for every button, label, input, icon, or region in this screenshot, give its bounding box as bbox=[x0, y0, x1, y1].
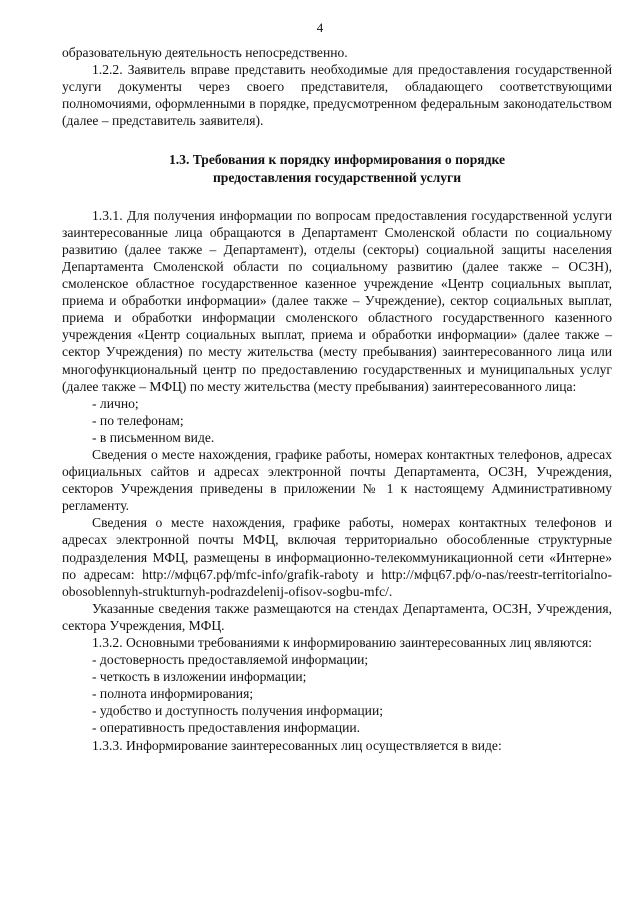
list-item: - лично; bbox=[92, 395, 139, 411]
section-heading-line-1: 1.3. Требования к порядку информирования о порядке bbox=[168, 152, 506, 168]
paragraph-1-3-2: 1.3.2. Основными требованиями к информированию заинтересованных лиц являются: bbox=[92, 635, 593, 650]
paragraph-1-3-1: 1.3.1. Для получения информации по вопросам предоставления государственной услуги заинтересованные лица обращаются в Департамент Смоленской области по социальному развитию (далее также – Департамент), отделы (секторы) социальной защиты населения Департамента Смоленской области по социальному развитию (далее также – ОСЗН), смоленское областное государственное казенное учреждение «Центр социальных выплат, приема и обработки информации» (далее также – Учреждение), сектор социальных выплат, приема и обработки информации смоленского областного государственного казенного учреждения «Центр социальных выплат, приема и обработки информации» (далее также – сектор Учреждения) по месту жительства (месту пребывания) заинтересованного лица или многофункциональный центр по предоставлению государственных и муниципальных услуг (далее также – МФЦ) по месту жительства (месту пребывания) заинтересованного лица: bbox=[62, 207, 612, 394]
paragraph-1-3-3: 1.3.3. Информирование заинтересованных лиц осуществляется в виде: bbox=[92, 737, 502, 753]
list-item: - по телефонам; bbox=[92, 412, 184, 428]
paragraph-info-mfc: Сведения о месте нахождения, графике работы, номерах контактных телефонов и адресах электронной почты МФЦ, включая территориально обособленные структурные подразделения МФЦ, размещены в информационно-телекоммуникационной сети «Интерне» по адресам: http://мфц67.рф/mfc-info/grafik-raboty и http://мфц67.рф/o-nas/reestr-territorialno-obosoblennyh-strukturnyh-podrazdelenij-ofisov-sogbu-mfc/. bbox=[62, 515, 612, 599]
list-item: - удобство и доступность получения информации; bbox=[92, 703, 383, 719]
list-item: - достоверность предоставляемой информации; bbox=[92, 652, 369, 668]
section-heading-line-2: предоставления государственной услуги bbox=[212, 169, 462, 185]
paragraph-info-offices: Сведения о месте нахождения, графике работы, номерах контактных телефонов, адресах официальных сайтов и адресах электронной почты Департамента, ОСЗН, Учреждения, секторов Учреждения приведены в приложении № 1 к настоящему Административному регламенту. bbox=[62, 446, 612, 514]
paragraph-continuation: образовательную деятельность непосредственно. bbox=[62, 45, 348, 60]
contact-ways-list bbox=[62, 395, 612, 446]
list-item: - четкость в изложении информации; bbox=[92, 669, 307, 685]
section-heading bbox=[62, 151, 612, 185]
paragraph-info-stands: Указанные сведения также размещаются на стендах Департамента, ОСЗН, Учреждения, сектора Учреждения, МФЦ. bbox=[62, 600, 612, 633]
paragraph-1-2-2: 1.2.2. Заявитель вправе представить необходимые для предоставления государственной услуги документы через своего представителя, обладающего соответствующими полномочиями, оформленными в порядке, предусмотренном федеральным законодательством (далее – представитель заявителя). bbox=[62, 62, 612, 129]
list-item: - оперативность предоставления информации. bbox=[92, 720, 361, 736]
list-item: - в письменном виде. bbox=[92, 429, 215, 445]
page-number: 4 bbox=[316, 20, 324, 35]
list-item: - полнота информирования; bbox=[92, 686, 254, 702]
requirements-list bbox=[62, 651, 612, 736]
document-body bbox=[62, 44, 612, 754]
